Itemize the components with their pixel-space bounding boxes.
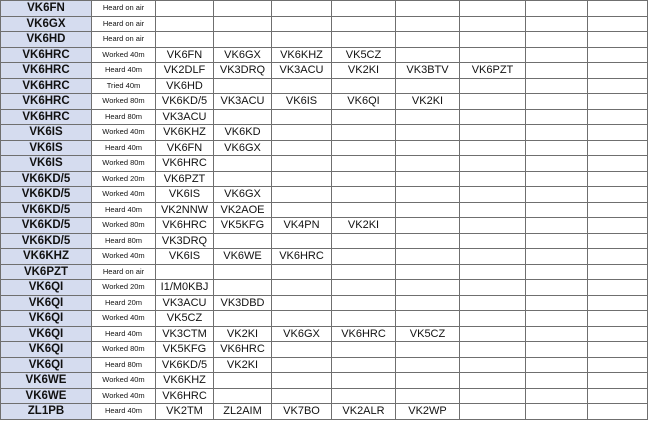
status-cell[interactable]: Worked 40m: [92, 388, 156, 404]
callsign-cell[interactable]: VK6QI: [1, 311, 92, 327]
contact-cell[interactable]: VK2KI: [332, 218, 396, 234]
contact-cell[interactable]: VK6WE: [214, 249, 272, 265]
table-row: [1, 109, 648, 125]
empty-cell[interactable]: [272, 233, 332, 249]
empty-cell[interactable]: [156, 264, 214, 280]
callsign-cell[interactable]: VK6FN: [1, 1, 92, 17]
empty-cell[interactable]: [588, 78, 648, 94]
table-row: [1, 280, 648, 296]
empty-cell[interactable]: [460, 156, 526, 172]
table-row: [1, 16, 648, 32]
empty-cell[interactable]: [156, 16, 214, 32]
empty-cell[interactable]: [460, 249, 526, 265]
empty-cell[interactable]: [526, 140, 588, 156]
contact-cell[interactable]: I1/M0KBJ: [156, 280, 214, 296]
empty-cell[interactable]: [460, 388, 526, 404]
empty-cell[interactable]: [214, 280, 272, 296]
status-cell[interactable]: Worked 40m: [92, 125, 156, 141]
contact-cell[interactable]: VK6QI: [332, 94, 396, 110]
empty-cell[interactable]: [588, 125, 648, 141]
contact-cell[interactable]: VK5CZ: [332, 47, 396, 63]
empty-cell[interactable]: [396, 140, 460, 156]
empty-cell[interactable]: [272, 357, 332, 373]
empty-cell[interactable]: [588, 140, 648, 156]
empty-cell[interactable]: [214, 1, 272, 17]
empty-cell[interactable]: [214, 16, 272, 32]
callsign-cell[interactable]: VK6KD/5: [1, 171, 92, 187]
empty-cell[interactable]: [588, 249, 648, 265]
status-cell[interactable]: Worked 40m: [92, 47, 156, 63]
empty-cell[interactable]: [588, 171, 648, 187]
table-row: [1, 1, 648, 17]
empty-cell[interactable]: [332, 357, 396, 373]
callsign-cell[interactable]: VK6IS: [1, 156, 92, 172]
contact-cell[interactable]: VK2AOE: [214, 202, 272, 218]
empty-cell[interactable]: [588, 202, 648, 218]
contact-cell[interactable]: VK6HRC: [272, 249, 332, 265]
callsign-cell[interactable]: VK6QI: [1, 326, 92, 342]
empty-cell[interactable]: [526, 32, 588, 48]
empty-cell[interactable]: [588, 32, 648, 48]
contact-cell[interactable]: VK6GX: [214, 47, 272, 63]
callsign-cell[interactable]: VK6HRC: [1, 109, 92, 125]
empty-cell[interactable]: [214, 233, 272, 249]
empty-cell[interactable]: [526, 280, 588, 296]
empty-cell[interactable]: [460, 233, 526, 249]
empty-cell[interactable]: [272, 78, 332, 94]
status-cell[interactable]: Worked 20m: [92, 280, 156, 296]
contact-cell[interactable]: VK6KHZ: [156, 125, 214, 141]
callsign-cell[interactable]: VK6QI: [1, 342, 92, 358]
empty-cell[interactable]: [588, 109, 648, 125]
table-row: [1, 326, 648, 342]
empty-cell[interactable]: [272, 311, 332, 327]
empty-cell[interactable]: [526, 388, 588, 404]
empty-cell[interactable]: [526, 342, 588, 358]
status-cell[interactable]: Worked 40m: [92, 373, 156, 389]
empty-cell[interactable]: [332, 373, 396, 389]
empty-cell[interactable]: [460, 373, 526, 389]
empty-cell[interactable]: [332, 1, 396, 17]
empty-cell[interactable]: [588, 373, 648, 389]
contact-cell[interactable]: VK6HRC: [156, 156, 214, 172]
status-cell[interactable]: Worked 40m: [92, 187, 156, 203]
callsign-cell[interactable]: VK6GX: [1, 16, 92, 32]
table-row: [1, 233, 648, 249]
contact-cell[interactable]: VK6GX: [214, 140, 272, 156]
empty-cell[interactable]: [460, 218, 526, 234]
empty-cell[interactable]: [526, 171, 588, 187]
status-cell[interactable]: Heard on air: [92, 1, 156, 17]
status-cell[interactable]: Worked 80m: [92, 156, 156, 172]
empty-cell[interactable]: [214, 388, 272, 404]
contact-cell[interactable]: VK6KD/5: [156, 94, 214, 110]
empty-cell[interactable]: [272, 373, 332, 389]
empty-cell[interactable]: [526, 202, 588, 218]
empty-cell[interactable]: [588, 233, 648, 249]
callsign-cell[interactable]: VK6HRC: [1, 47, 92, 63]
empty-cell[interactable]: [460, 311, 526, 327]
empty-cell[interactable]: [396, 342, 460, 358]
contact-cell[interactable]: VK6HRC: [214, 342, 272, 358]
table-row: [1, 311, 648, 327]
contact-cell[interactable]: VK5KFG: [214, 218, 272, 234]
empty-cell[interactable]: [588, 16, 648, 32]
empty-cell[interactable]: [214, 156, 272, 172]
empty-cell[interactable]: [272, 342, 332, 358]
table-row: [1, 357, 648, 373]
empty-cell[interactable]: [588, 94, 648, 110]
empty-cell[interactable]: [526, 16, 588, 32]
contact-cell[interactable]: VK6KHZ: [272, 47, 332, 63]
empty-cell[interactable]: [332, 16, 396, 32]
table-row: [1, 94, 648, 110]
empty-cell[interactable]: [460, 187, 526, 203]
empty-cell[interactable]: [588, 404, 648, 420]
empty-cell[interactable]: [396, 171, 460, 187]
empty-cell[interactable]: [526, 94, 588, 110]
contact-cell[interactable]: VK6HD: [156, 78, 214, 94]
empty-cell[interactable]: [396, 218, 460, 234]
status-cell[interactable]: Tried 40m: [92, 78, 156, 94]
empty-cell[interactable]: [460, 32, 526, 48]
contact-cell[interactable]: VK6HRC: [332, 326, 396, 342]
empty-cell[interactable]: [272, 156, 332, 172]
empty-cell[interactable]: [460, 295, 526, 311]
table-row: [1, 32, 648, 48]
empty-cell[interactable]: [396, 388, 460, 404]
table-row: [1, 47, 648, 63]
empty-cell[interactable]: [272, 187, 332, 203]
contact-cell[interactable]: VK3BTV: [396, 63, 460, 79]
empty-cell[interactable]: [214, 264, 272, 280]
empty-cell[interactable]: [588, 1, 648, 17]
status-cell[interactable]: Heard 40m: [92, 140, 156, 156]
table-row: [1, 156, 648, 172]
empty-cell[interactable]: [396, 373, 460, 389]
empty-cell[interactable]: [332, 140, 396, 156]
empty-cell[interactable]: [214, 311, 272, 327]
contact-cell[interactable]: VK3DRQ: [156, 233, 214, 249]
empty-cell[interactable]: [460, 264, 526, 280]
empty-cell[interactable]: [526, 187, 588, 203]
status-cell[interactable]: Heard 80m: [92, 357, 156, 373]
empty-cell[interactable]: [156, 1, 214, 17]
empty-cell[interactable]: [460, 94, 526, 110]
callsign-cell[interactable]: VK6KHZ: [1, 249, 92, 265]
status-cell[interactable]: Worked 40m: [92, 311, 156, 327]
empty-cell[interactable]: [156, 32, 214, 48]
empty-cell[interactable]: [588, 264, 648, 280]
table-row: [1, 249, 648, 265]
contact-cell[interactable]: ZL2AIM: [214, 404, 272, 420]
callsign-cell[interactable]: VK6QI: [1, 280, 92, 296]
contact-cell[interactable]: VK2KI: [332, 63, 396, 79]
contact-cell[interactable]: VK6GX: [214, 187, 272, 203]
empty-cell[interactable]: [272, 295, 332, 311]
table-row: [1, 218, 648, 234]
contact-cell[interactable]: VK2DLF: [156, 63, 214, 79]
empty-cell[interactable]: [460, 342, 526, 358]
empty-cell[interactable]: [526, 357, 588, 373]
callsign-cell[interactable]: VK6QI: [1, 357, 92, 373]
callsign-cell[interactable]: VK6HRC: [1, 94, 92, 110]
status-cell[interactable]: Worked 40m: [92, 249, 156, 265]
contact-cell[interactable]: VK6IS: [272, 94, 332, 110]
empty-cell[interactable]: [332, 388, 396, 404]
empty-cell[interactable]: [396, 1, 460, 17]
contact-cell[interactable]: VK5CZ: [156, 311, 214, 327]
empty-cell[interactable]: [396, 249, 460, 265]
status-cell[interactable]: Worked 80m: [92, 342, 156, 358]
contact-cell[interactable]: VK6KHZ: [156, 373, 214, 389]
empty-cell[interactable]: [526, 47, 588, 63]
empty-cell[interactable]: [396, 78, 460, 94]
empty-cell[interactable]: [332, 202, 396, 218]
table-row: [1, 295, 648, 311]
contact-cell[interactable]: VK6HRC: [156, 388, 214, 404]
table-row: [1, 125, 648, 141]
empty-cell[interactable]: [526, 264, 588, 280]
callsign-cell[interactable]: VK6WE: [1, 388, 92, 404]
empty-cell[interactable]: [332, 109, 396, 125]
status-cell[interactable]: Heard on air: [92, 16, 156, 32]
empty-cell[interactable]: [272, 32, 332, 48]
empty-cell[interactable]: [526, 63, 588, 79]
callsign-cell[interactable]: VK6KD/5: [1, 218, 92, 234]
empty-cell[interactable]: [332, 342, 396, 358]
table-row: [1, 264, 648, 280]
empty-cell[interactable]: [460, 140, 526, 156]
empty-cell[interactable]: [460, 404, 526, 420]
empty-cell[interactable]: [272, 16, 332, 32]
empty-cell[interactable]: [460, 47, 526, 63]
status-cell[interactable]: Heard on air: [92, 264, 156, 280]
empty-cell[interactable]: [526, 233, 588, 249]
empty-cell[interactable]: [332, 249, 396, 265]
callsign-cell[interactable]: VK6KD/5: [1, 187, 92, 203]
empty-cell[interactable]: [396, 47, 460, 63]
empty-cell[interactable]: [332, 295, 396, 311]
status-cell[interactable]: Heard 80m: [92, 233, 156, 249]
empty-cell[interactable]: [396, 32, 460, 48]
status-cell[interactable]: Heard 40m: [92, 404, 156, 420]
empty-cell[interactable]: [332, 187, 396, 203]
contact-log-body: [1, 1, 648, 420]
callsign-cell[interactable]: VK6HRC: [1, 63, 92, 79]
empty-cell[interactable]: [332, 78, 396, 94]
contact-cell[interactable]: VK2TM: [156, 404, 214, 420]
contact-cell[interactable]: VK6KD/5: [156, 357, 214, 373]
empty-cell[interactable]: [460, 280, 526, 296]
empty-cell[interactable]: [588, 156, 648, 172]
empty-cell[interactable]: [272, 280, 332, 296]
empty-cell[interactable]: [214, 373, 272, 389]
empty-cell[interactable]: [588, 295, 648, 311]
empty-cell[interactable]: [272, 202, 332, 218]
empty-cell[interactable]: [396, 156, 460, 172]
status-cell[interactable]: Heard 40m: [92, 326, 156, 342]
empty-cell[interactable]: [396, 311, 460, 327]
contact-cell[interactable]: VK5KFG: [156, 342, 214, 358]
table-row: [1, 373, 648, 389]
empty-cell[interactable]: [396, 264, 460, 280]
contact-cell[interactable]: VK3DBD: [214, 295, 272, 311]
empty-cell[interactable]: [588, 63, 648, 79]
contact-cell[interactable]: VK2NNW: [156, 202, 214, 218]
empty-cell[interactable]: [526, 125, 588, 141]
contact-cell[interactable]: VK7BO: [272, 404, 332, 420]
empty-cell[interactable]: [272, 140, 332, 156]
table-row: [1, 63, 648, 79]
empty-cell[interactable]: [526, 373, 588, 389]
contact-cell[interactable]: VK6GX: [272, 326, 332, 342]
empty-cell[interactable]: [460, 202, 526, 218]
table-row: [1, 78, 648, 94]
empty-cell[interactable]: [272, 264, 332, 280]
empty-cell[interactable]: [588, 342, 648, 358]
empty-cell[interactable]: [526, 78, 588, 94]
table-row: [1, 388, 648, 404]
empty-cell[interactable]: [588, 280, 648, 296]
empty-cell[interactable]: [588, 311, 648, 327]
empty-cell[interactable]: [332, 32, 396, 48]
callsign-cell[interactable]: VK6WE: [1, 373, 92, 389]
empty-cell[interactable]: [526, 326, 588, 342]
empty-cell[interactable]: [588, 47, 648, 63]
status-cell[interactable]: Worked 20m: [92, 171, 156, 187]
empty-cell[interactable]: [588, 388, 648, 404]
contact-cell[interactable]: VK3ACU: [156, 295, 214, 311]
empty-cell[interactable]: [396, 357, 460, 373]
empty-cell[interactable]: [272, 1, 332, 17]
callsign-cell[interactable]: VK6KD/5: [1, 202, 92, 218]
contact-cell[interactable]: VK6IS: [156, 249, 214, 265]
empty-cell[interactable]: [396, 125, 460, 141]
table-row: [1, 140, 648, 156]
empty-cell[interactable]: [526, 311, 588, 327]
empty-cell[interactable]: [214, 171, 272, 187]
table-row: [1, 202, 648, 218]
empty-cell[interactable]: [332, 264, 396, 280]
contact-cell[interactable]: VK6FN: [156, 140, 214, 156]
callsign-cell[interactable]: ZL1PB: [1, 404, 92, 420]
empty-cell[interactable]: [460, 1, 526, 17]
status-cell[interactable]: Heard 20m: [92, 295, 156, 311]
empty-cell[interactable]: [396, 280, 460, 296]
contact-cell[interactable]: VK3CTM: [156, 326, 214, 342]
empty-cell[interactable]: [526, 404, 588, 420]
callsign-cell[interactable]: VK6KD/5: [1, 233, 92, 249]
contact-cell[interactable]: VK3ACU: [272, 63, 332, 79]
empty-cell[interactable]: [332, 311, 396, 327]
callsign-cell[interactable]: VK6HRC: [1, 78, 92, 94]
contact-cell[interactable]: VK5CZ: [396, 326, 460, 342]
empty-cell[interactable]: [460, 357, 526, 373]
contact-cell[interactable]: VK2KI: [214, 326, 272, 342]
empty-cell[interactable]: [396, 295, 460, 311]
callsign-cell[interactable]: VK6HD: [1, 32, 92, 48]
contact-cell[interactable]: VK4PN: [272, 218, 332, 234]
empty-cell[interactable]: [460, 16, 526, 32]
empty-cell[interactable]: [526, 295, 588, 311]
empty-cell[interactable]: [332, 156, 396, 172]
contact-cell[interactable]: VK6PZT: [460, 63, 526, 79]
empty-cell[interactable]: [332, 125, 396, 141]
status-cell[interactable]: Heard 40m: [92, 202, 156, 218]
contact-cell[interactable]: VK6KD: [214, 125, 272, 141]
callsign-cell[interactable]: VK6IS: [1, 125, 92, 141]
contact-cell[interactable]: VK6PZT: [156, 171, 214, 187]
empty-cell[interactable]: [588, 357, 648, 373]
status-cell[interactable]: Worked 80m: [92, 218, 156, 234]
empty-cell[interactable]: [460, 326, 526, 342]
empty-cell[interactable]: [526, 249, 588, 265]
status-cell[interactable]: Heard on air: [92, 32, 156, 48]
status-cell[interactable]: Worked 80m: [92, 94, 156, 110]
empty-cell[interactable]: [526, 218, 588, 234]
table-row: [1, 171, 648, 187]
callsign-cell[interactable]: VK6IS: [1, 140, 92, 156]
empty-cell[interactable]: [332, 233, 396, 249]
empty-cell[interactable]: [272, 388, 332, 404]
empty-cell[interactable]: [460, 109, 526, 125]
contact-cell[interactable]: VK2ALR: [332, 404, 396, 420]
empty-cell[interactable]: [214, 78, 272, 94]
empty-cell[interactable]: [214, 109, 272, 125]
empty-cell[interactable]: [526, 156, 588, 172]
empty-cell[interactable]: [396, 187, 460, 203]
empty-cell[interactable]: [588, 218, 648, 234]
table-row: [1, 404, 648, 420]
callsign-cell[interactable]: VK6QI: [1, 295, 92, 311]
contact-cell[interactable]: VK2KI: [396, 94, 460, 110]
empty-cell[interactable]: [272, 125, 332, 141]
empty-cell[interactable]: [396, 202, 460, 218]
empty-cell[interactable]: [396, 16, 460, 32]
empty-cell[interactable]: [460, 125, 526, 141]
contact-cell[interactable]: VK3ACU: [156, 109, 214, 125]
status-cell[interactable]: Heard 40m: [92, 63, 156, 79]
contact-cell[interactable]: VK3ACU: [214, 94, 272, 110]
contact-cell[interactable]: VK6FN: [156, 47, 214, 63]
status-cell[interactable]: Heard 80m: [92, 109, 156, 125]
callsign-cell[interactable]: VK6PZT: [1, 264, 92, 280]
empty-cell[interactable]: [272, 171, 332, 187]
empty-cell[interactable]: [460, 78, 526, 94]
empty-cell[interactable]: [214, 32, 272, 48]
table-row: [1, 342, 648, 358]
empty-cell[interactable]: [588, 187, 648, 203]
contact-cell[interactable]: VK3DRQ: [214, 63, 272, 79]
empty-cell[interactable]: [332, 280, 396, 296]
empty-cell[interactable]: [588, 326, 648, 342]
contact-cell[interactable]: VK6HRC: [156, 218, 214, 234]
empty-cell[interactable]: [526, 109, 588, 125]
table-row: [1, 187, 648, 203]
empty-cell[interactable]: [460, 171, 526, 187]
contact-cell[interactable]: VK6IS: [156, 187, 214, 203]
empty-cell[interactable]: [526, 1, 588, 17]
empty-cell[interactable]: [332, 171, 396, 187]
contact-cell[interactable]: VK2KI: [214, 357, 272, 373]
empty-cell[interactable]: [396, 233, 460, 249]
empty-cell[interactable]: [396, 109, 460, 125]
contact-cell[interactable]: VK2WP: [396, 404, 460, 420]
empty-cell[interactable]: [272, 109, 332, 125]
